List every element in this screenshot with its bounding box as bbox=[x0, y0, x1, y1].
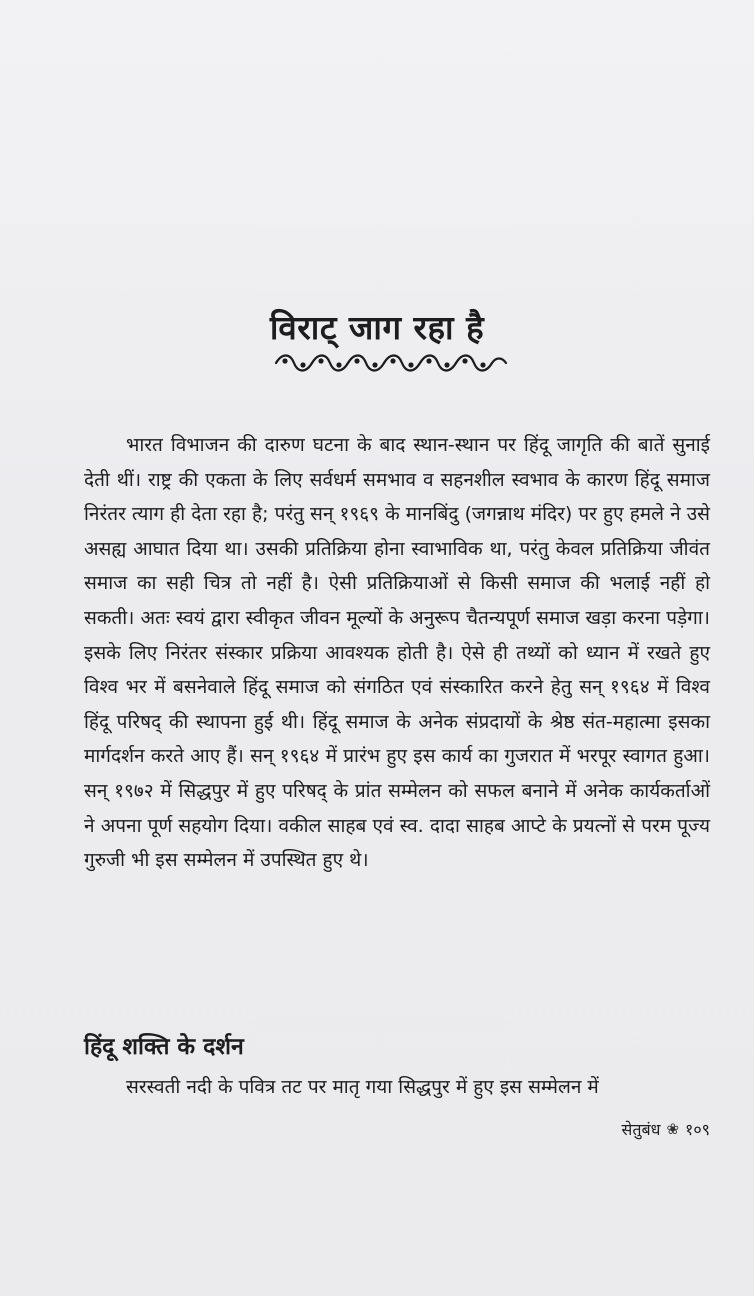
chapter-body bbox=[84, 428, 710, 878]
page-number: १०९ bbox=[685, 1120, 710, 1139]
section-heading: हिंदू शक्ति के दर्शन bbox=[84, 1034, 244, 1061]
paragraph-1: भारत विभाजन की दारुण घटना के बाद स्थान-स्थान पर हिंदू जागृति की बातें सुनाई देती थीं। राष्ट्र की एकता के लिए सर्वधर्म समभाव व सहनशील स्वभाव के कारण हिंदू समाज निरंतर त्याग ही देता रहा है; परंतु सन् १९६९ के मानबिंदु (जगन्नाथ मंदिर) पर हुए हमले ने उसे असह्य आघात दिया था। उसकी प्रतिक्रिया होना स्वाभाविक था, परंतु केवल प्रतिक्रिया जीवंत समाज का सही चित्र तो नहीं है। ऐसी प्रतिक्रियाओं से किसी समाज की भलाई नहीं हो सकती। अतः स्वयं द्वारा स्वीकृत जीवन मूल्यों के अनुरूप चैतन्यपूर्ण समाज खड़ा करना पड़ेगा। इसके लिए निरंतर संस्कार प्रक्रिया आवश्यक होती है। ऐसे ही तथ्यों को ध्यान में रखते हुए विश्व भर में बसनेवाले हिंदू समाज को संगठित एवं संस्कारित करने हेतु सन् १९६४ में विश्व हिंदू परिषद् की स्थापना हुई थी। हिंदू समाज के अनेक संप्रदायों के श्रेष्ठ संत-महात्मा इसका मार्गदर्शन करते आए हैं। सन् १९६४ में प्रारंभ हुए इस कार्य का गुजरात में भरपूर स्वागत हुआ। सन् १९७२ में सिद्धपुर में हुए परिषद् के प्रांत सम्मेलन को सफल बनाने में अनेक कार्यकर्ताओं ने अपना पूर्ण सहयोग दिया। वकील साहब एवं स्व. दादा साहब आप्टे के प्रयत्नों से परम पूज्य गुरुजी भी इस सम्मेलन में उपस्थित हुए थे। bbox=[84, 434, 710, 872]
book-name: सेतुबंध bbox=[621, 1120, 661, 1139]
chapter-title: विराट् जाग रहा है bbox=[269, 308, 485, 348]
page-footer bbox=[622, 1118, 710, 1140]
section-paragraph: सरस्वती नदी के पवित्र तट पर मातृ गया सिद्धपुर में हुए इस सम्मेलन में bbox=[126, 1076, 599, 1098]
decorative-scroll-ornament-icon bbox=[272, 350, 512, 376]
flower-icon: ❀ bbox=[666, 1120, 680, 1138]
